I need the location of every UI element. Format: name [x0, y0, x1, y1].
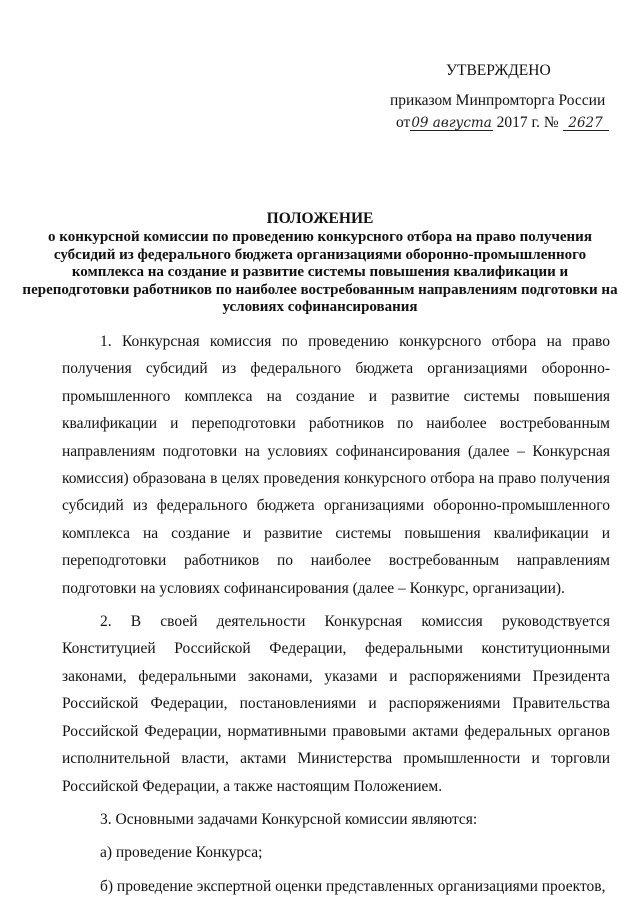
handwritten-date: 09 августа	[411, 115, 492, 131]
document-subtitle: о конкурсной комиссии по проведению конкурсного отбора на право получения субсидий из федерального бюджета организациями оборонно-промышленного комплекса на создание и развитие системы повышения квалификации и переподготовки работников по наиболее востребованным направлениям подготовки на условиях софинансирования	[22, 229, 618, 316]
list-item-b: б) проведение экспертной оценки представленных организациями проектов,	[100, 877, 606, 895]
paragraph-2: 2. В своей деятельности Конкурсная комиссия руководствуется Конституцией Российской Федерации, федеральными конституционными законами, федеральными законами, указами и распоряжениями Президента Российской Федерации, постановлениями и распоряжениями Правительства Российской Федерации, нормативными правовыми актами федеральных органов исполнительной власти, актами Министерства промышленности и торговли Российской Федерации, а также настоящим Положением.	[62, 613, 610, 795]
document-title: ПОЛОЖЕНИЕ	[266, 210, 374, 227]
approval-title: УТВЕРЖДЕНО	[446, 62, 551, 79]
list-item-a: а) проведение Конкурса;	[100, 844, 263, 862]
document-body	[62, 328, 610, 900]
paragraph-1: 1. Конкурсная комиссия по проведению конкурсного отбора на право получения субсидий из федерального бюджета организациями оборонно-промышленного комплекса на создание и развитие системы повышения квалификации и переподготовки работников по наиболее востребованным направлениям подготовки на условиях софинансирования (далее – Конкурсная комиссия) образована в целях проведения конкурсного отбора на право получения субсидий из федерального бюджета организациями оборонно-промышленного комплекса на создание и развитие системы повышения квалификации и переподготовки работников по наиболее востребованным направлениям подготовки на условиях софинансирования (далее – Конкурс, организации).	[62, 333, 610, 597]
year-and-number-label: 2017 г. №	[496, 114, 559, 131]
document-heading	[20, 210, 620, 316]
paragraph-3: 3. Основными задачами Конкурсной комиссии являются:	[100, 810, 478, 828]
approval-order-text: приказом Минпромторга России	[390, 92, 606, 109]
handwritten-number: 2627	[563, 116, 609, 131]
from-prefix: от	[396, 114, 411, 131]
approval-date-line	[396, 114, 609, 132]
